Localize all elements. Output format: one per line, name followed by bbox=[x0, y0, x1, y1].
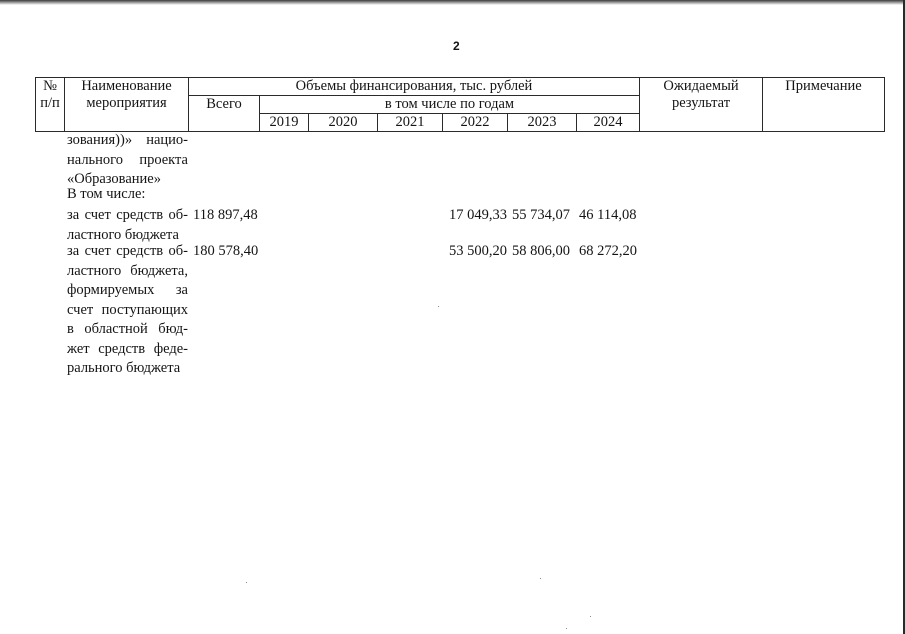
row-1-2022: 17 049,33 bbox=[449, 207, 507, 223]
row-1-total: 118 897,48 bbox=[193, 207, 258, 223]
incl-label: В том числе: bbox=[67, 186, 146, 202]
year-2020: 2020 bbox=[309, 114, 378, 132]
col-num-label-2: п/п bbox=[40, 95, 60, 111]
col-result-label-2: результат bbox=[671, 95, 731, 111]
row-1-name bbox=[67, 206, 188, 245]
col-name-header bbox=[65, 78, 189, 132]
scan-speck bbox=[246, 582, 247, 583]
row-2-line: за счет средств об- bbox=[67, 243, 188, 259]
year-2024: 2024 bbox=[577, 114, 640, 132]
scan-edge-top bbox=[0, 0, 905, 5]
row-2-line: рального бюджета bbox=[67, 360, 181, 376]
intro-line: нального проекта bbox=[67, 151, 188, 168]
col-years-header: в том числе по годам bbox=[260, 96, 640, 114]
scan-speck bbox=[590, 616, 591, 617]
row-2-line: счет поступающих bbox=[67, 301, 188, 318]
row-1-2023: 55 734,07 bbox=[512, 207, 570, 223]
row-2-name bbox=[67, 242, 188, 379]
row-1-line: за счет средств об- bbox=[67, 207, 188, 223]
row-1-2024: 46 114,08 bbox=[579, 207, 637, 223]
row-2-total: 180 578,40 bbox=[193, 243, 259, 259]
intro-line: зования))» нацио- bbox=[67, 132, 188, 148]
row-2-line: ластного бюджета, bbox=[67, 262, 188, 279]
intro-text bbox=[67, 131, 188, 190]
year-2021: 2021 bbox=[378, 114, 443, 132]
row-2-2022: 53 500,20 bbox=[449, 243, 507, 259]
row-2-line: формируемых за bbox=[67, 282, 188, 298]
row-1-line: ластного бюджета bbox=[67, 226, 179, 243]
scan-speck bbox=[438, 306, 439, 307]
row-2-line: жет средств феде- bbox=[67, 340, 188, 357]
col-num-header bbox=[36, 78, 65, 132]
row-2-line: в областной бюд- bbox=[67, 321, 188, 337]
year-2022: 2022 bbox=[443, 114, 508, 132]
col-note-header: Примечание bbox=[763, 78, 885, 132]
col-num-label: № bbox=[43, 78, 57, 94]
scan-speck bbox=[566, 628, 567, 629]
row-2-2024: 68 272,20 bbox=[579, 243, 637, 259]
col-result-label: Ожидаемый bbox=[663, 78, 739, 94]
row-2-2023: 58 806,00 bbox=[512, 243, 570, 259]
col-total-header: Всего bbox=[189, 96, 260, 132]
page-number: 2 bbox=[453, 39, 460, 53]
col-funding-header: Объемы финансирования, тыс. рублей bbox=[189, 78, 640, 96]
table-header bbox=[35, 77, 885, 132]
col-name-label: Наименование bbox=[81, 78, 172, 94]
year-2019: 2019 bbox=[260, 114, 309, 132]
col-result-header bbox=[640, 78, 763, 132]
scan-speck bbox=[540, 578, 541, 579]
year-2023: 2023 bbox=[508, 114, 577, 132]
intro-line: «Образование» bbox=[67, 171, 161, 187]
col-name-label-2: мероприятия bbox=[86, 95, 167, 111]
